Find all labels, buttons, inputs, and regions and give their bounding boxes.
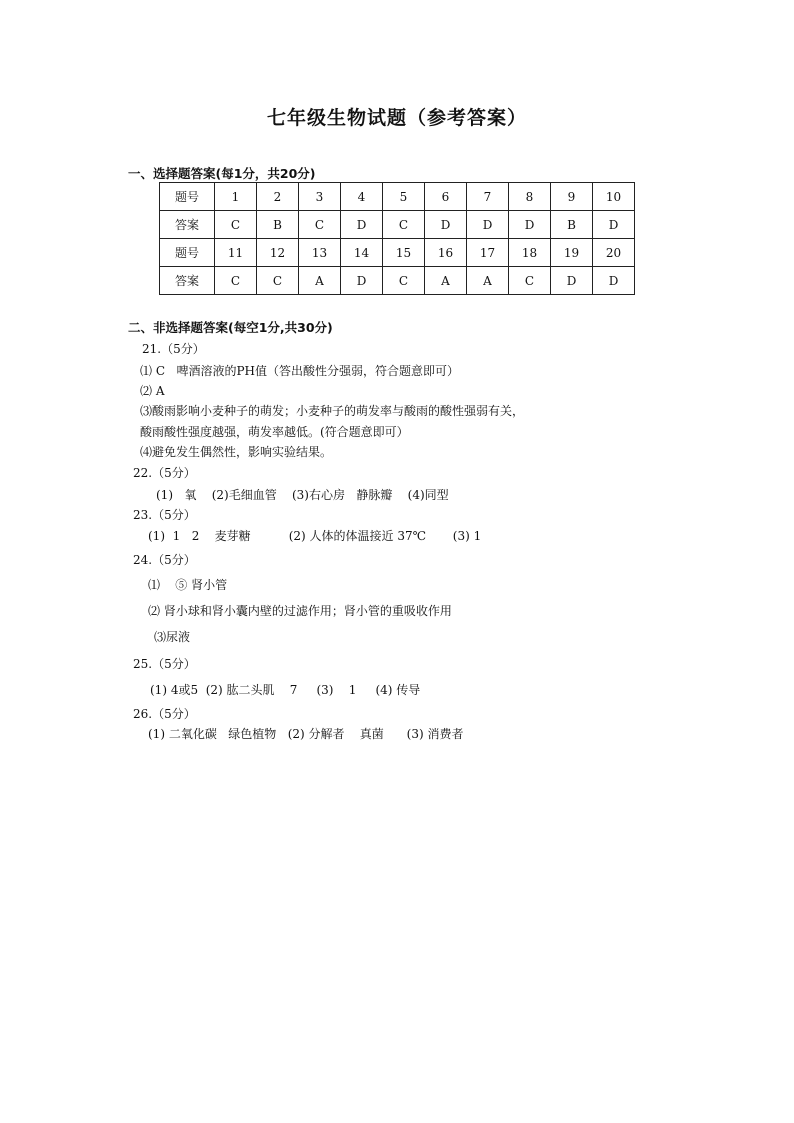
q26-answer: (1) 二氧化碳 绿色植物 (2) 分解者 真菌 (3) 消费者 xyxy=(148,727,464,741)
table-cell: 1 xyxy=(215,183,257,211)
table-cell: C xyxy=(257,267,299,295)
table-cell: 17 xyxy=(467,239,509,267)
q22-heading: 22.（5分） xyxy=(133,466,196,480)
table-cell: 19 xyxy=(551,239,593,267)
table-cell: 3 xyxy=(299,183,341,211)
q25-heading: 25.（5分） xyxy=(133,657,196,671)
table-cell: 13 xyxy=(299,239,341,267)
q26-heading: 26.（5分） xyxy=(133,707,196,721)
table-cell: 6 xyxy=(425,183,467,211)
answer-table-row xyxy=(160,267,635,295)
table-cell: B xyxy=(257,211,299,239)
q24-answer-1: ⑴ ⑤ 肾小管 xyxy=(148,578,228,592)
table-cell: 18 xyxy=(509,239,551,267)
q21-heading: 21.（5分） xyxy=(142,342,205,356)
table-cell: 9 xyxy=(551,183,593,211)
q21-answer-1: ⑴ C 啤酒溶液的PH值（答出酸性分强弱，符合题意即可） xyxy=(140,364,459,378)
table-cell: 14 xyxy=(341,239,383,267)
table-cell: 2 xyxy=(257,183,299,211)
table-cell: 7 xyxy=(467,183,509,211)
table-cell: 10 xyxy=(593,183,635,211)
q23-heading: 23.（5分） xyxy=(133,508,196,522)
section-2-heading: 二、非选择题答案(每空1分,共30分) xyxy=(128,320,333,335)
table-cell: 8 xyxy=(509,183,551,211)
answer-table-row xyxy=(160,183,635,211)
multiple-choice-answer-table xyxy=(159,182,635,295)
table-cell: A xyxy=(299,267,341,295)
table-cell: 4 xyxy=(341,183,383,211)
table-cell: D xyxy=(551,267,593,295)
table-cell: A xyxy=(467,267,509,295)
q24-heading: 24.（5分） xyxy=(133,553,196,567)
table-cell: C xyxy=(509,267,551,295)
table-cell: A xyxy=(425,267,467,295)
table-cell: C xyxy=(383,211,425,239)
table-cell: 11 xyxy=(215,239,257,267)
table-cell: D xyxy=(593,211,635,239)
q22-answer: (1) 氧 (2)毛细血管 (3)右心房 静脉瓣 (4)同型 xyxy=(156,488,449,502)
section-1-heading: 一、选择题答案(每1分，共20分) xyxy=(128,166,316,181)
table-cell: D xyxy=(467,211,509,239)
table-cell: 5 xyxy=(383,183,425,211)
q23-answer: (1) 1 2 麦芽糖 (2) 人体的体温接近 37℃ (3) 1 xyxy=(148,529,482,543)
table-cell: C xyxy=(383,267,425,295)
table-cell: 20 xyxy=(593,239,635,267)
answer-table-row xyxy=(160,239,635,267)
q24-answer-2: ⑵ 肾小球和肾小囊内壁的过滤作用；肾小管的重吸收作用 xyxy=(148,604,452,618)
row-label: 答案 xyxy=(160,267,215,295)
q24-answer-3: ⑶尿液 xyxy=(154,630,191,644)
table-cell: 12 xyxy=(257,239,299,267)
table-cell: D xyxy=(425,211,467,239)
table-cell: 16 xyxy=(425,239,467,267)
q21-answer-4: ⑷避免发生偶然性，影响实验结果。 xyxy=(140,445,333,459)
table-cell: D xyxy=(341,211,383,239)
table-cell: C xyxy=(215,267,257,295)
page-title: 七年级生物试题（参考答案） xyxy=(266,107,527,129)
table-cell: C xyxy=(215,211,257,239)
table-cell: D xyxy=(593,267,635,295)
table-cell: C xyxy=(299,211,341,239)
row-label: 答案 xyxy=(160,211,215,239)
table-cell: D xyxy=(341,267,383,295)
q21-answer-3-cont: 酸雨酸性强度越强，萌发率越低。(符合题意即可） xyxy=(140,425,409,439)
q25-answer: (1) 4或5 (2) 肱二头肌 7 (3) 1 (4) 传导 xyxy=(150,683,421,697)
table-cell: D xyxy=(509,211,551,239)
row-label: 题号 xyxy=(160,239,215,267)
table-cell: B xyxy=(551,211,593,239)
table-cell: 15 xyxy=(383,239,425,267)
answer-table-row xyxy=(160,211,635,239)
row-label: 题号 xyxy=(160,183,215,211)
q21-answer-2: ⑵ A xyxy=(140,384,165,398)
q21-answer-3: ⑶酸雨影响小麦种子的萌发；小麦种子的萌发率与酸雨的酸性强弱有关， xyxy=(140,404,525,418)
